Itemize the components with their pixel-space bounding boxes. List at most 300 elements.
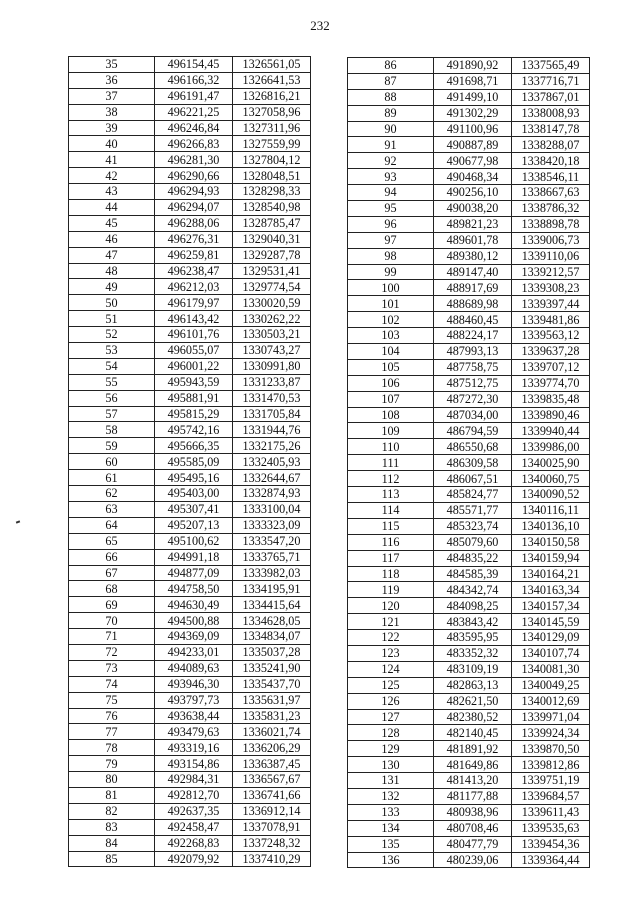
y-coordinate-cell: 1338898,78: [512, 216, 590, 232]
table-row: [69, 517, 311, 533]
point-number-cell: 93: [348, 169, 434, 185]
x-coordinate-cell: 496055,07: [155, 343, 233, 359]
x-coordinate-cell: 496276,31: [155, 231, 233, 247]
point-number-cell: 119: [348, 582, 434, 598]
point-number-cell: 86: [348, 58, 434, 74]
y-coordinate-cell: 1340164,21: [512, 566, 590, 582]
point-number-cell: 57: [69, 406, 155, 422]
y-coordinate-cell: 1332874,93: [233, 486, 311, 502]
table-row: [69, 470, 311, 486]
x-coordinate-cell: 480938,96: [434, 804, 512, 820]
y-coordinate-cell: 1340136,10: [512, 518, 590, 534]
point-number-cell: 89: [348, 105, 434, 121]
x-coordinate-cell: 496259,81: [155, 247, 233, 263]
y-coordinate-cell: 1333982,03: [233, 565, 311, 581]
x-coordinate-cell: 487993,13: [434, 344, 512, 360]
point-number-cell: 68: [69, 581, 155, 597]
y-coordinate-cell: 1326816,21: [233, 88, 311, 104]
y-coordinate-cell: 1334195,91: [233, 581, 311, 597]
table-row: [348, 185, 590, 201]
x-coordinate-cell: 496101,76: [155, 327, 233, 343]
point-number-cell: 88: [348, 89, 434, 105]
x-coordinate-cell: 495585,09: [155, 454, 233, 470]
table-row: [348, 73, 590, 89]
y-coordinate-cell: 1340025,90: [512, 455, 590, 471]
y-coordinate-cell: 1339454,36: [512, 836, 590, 852]
y-coordinate-cell: 1337716,71: [512, 73, 590, 89]
table-row: [69, 390, 311, 406]
x-coordinate-cell: 491890,92: [434, 58, 512, 74]
x-coordinate-cell: 496281,30: [155, 152, 233, 168]
table-row: [348, 566, 590, 582]
x-coordinate-cell: 489821,23: [434, 216, 512, 232]
x-coordinate-cell: 485824,77: [434, 487, 512, 503]
table-row: [69, 565, 311, 581]
table-row: [348, 630, 590, 646]
x-coordinate-cell: 490677,98: [434, 153, 512, 169]
table-row: [348, 407, 590, 423]
x-coordinate-cell: 495881,91: [155, 390, 233, 406]
y-coordinate-cell: 1329774,54: [233, 279, 311, 295]
table-row: [348, 344, 590, 360]
y-coordinate-cell: 1334834,07: [233, 629, 311, 645]
y-coordinate-cell: 1330991,80: [233, 358, 311, 374]
x-coordinate-cell: 493154,86: [155, 756, 233, 772]
x-coordinate-cell: 492812,70: [155, 787, 233, 803]
table-row: [348, 264, 590, 280]
y-coordinate-cell: 1331233,87: [233, 374, 311, 390]
point-number-cell: 117: [348, 550, 434, 566]
x-coordinate-cell: 495403,00: [155, 486, 233, 502]
table-row: [69, 72, 311, 88]
point-number-cell: 136: [348, 852, 434, 868]
x-coordinate-cell: 480477,79: [434, 836, 512, 852]
table-row: [348, 471, 590, 487]
x-coordinate-cell: 488689,98: [434, 296, 512, 312]
table-row: [348, 550, 590, 566]
table-row: [348, 169, 590, 185]
table-row: [69, 120, 311, 136]
table-row: [348, 852, 590, 868]
y-coordinate-cell: 1338008,93: [512, 105, 590, 121]
y-coordinate-cell: 1336912,14: [233, 803, 311, 819]
table-row: [348, 439, 590, 455]
point-number-cell: 107: [348, 391, 434, 407]
y-coordinate-cell: 1340145,59: [512, 614, 590, 630]
x-coordinate-cell: 493479,63: [155, 724, 233, 740]
table-row: [69, 708, 311, 724]
y-coordinate-cell: 1340081,30: [512, 661, 590, 677]
table-row: [69, 756, 311, 772]
point-number-cell: 39: [69, 120, 155, 136]
point-number-cell: 116: [348, 534, 434, 550]
x-coordinate-cell: 490887,89: [434, 137, 512, 153]
table-row: [348, 58, 590, 74]
table-row: [348, 677, 590, 693]
table-row: [69, 406, 311, 422]
x-coordinate-cell: 484342,74: [434, 582, 512, 598]
x-coordinate-cell: 481413,20: [434, 773, 512, 789]
point-number-cell: 38: [69, 104, 155, 120]
table-row: [348, 89, 590, 105]
y-coordinate-cell: 1333323,09: [233, 517, 311, 533]
point-number-cell: 47: [69, 247, 155, 263]
y-coordinate-cell: 1334628,05: [233, 613, 311, 629]
x-coordinate-cell: 481891,92: [434, 741, 512, 757]
y-coordinate-cell: 1335831,23: [233, 708, 311, 724]
point-number-cell: 52: [69, 327, 155, 343]
y-coordinate-cell: 1335437,70: [233, 676, 311, 692]
x-coordinate-cell: 490468,34: [434, 169, 512, 185]
table-row: [69, 295, 311, 311]
y-coordinate-cell: 1340107,74: [512, 645, 590, 661]
point-number-cell: 80: [69, 772, 155, 788]
x-coordinate-cell: 496166,32: [155, 72, 233, 88]
y-coordinate-cell: 1338288,07: [512, 137, 590, 153]
x-coordinate-cell: 487034,00: [434, 407, 512, 423]
point-number-cell: 46: [69, 231, 155, 247]
point-number-cell: 133: [348, 804, 434, 820]
point-number-cell: 91: [348, 137, 434, 153]
point-number-cell: 62: [69, 486, 155, 502]
table-row: [348, 248, 590, 264]
x-coordinate-cell: 486309,58: [434, 455, 512, 471]
x-coordinate-cell: 494991,18: [155, 549, 233, 565]
table-row: [348, 328, 590, 344]
point-number-cell: 135: [348, 836, 434, 852]
table-row: [348, 296, 590, 312]
table-row: [348, 455, 590, 471]
x-coordinate-cell: 485323,74: [434, 518, 512, 534]
point-number-cell: 75: [69, 692, 155, 708]
x-coordinate-cell: 491302,29: [434, 105, 512, 121]
table-row: [69, 613, 311, 629]
y-coordinate-cell: 1328048,51: [233, 168, 311, 184]
point-number-cell: 122: [348, 630, 434, 646]
y-coordinate-cell: 1328540,98: [233, 200, 311, 216]
point-number-cell: 69: [69, 597, 155, 613]
y-coordinate-cell: 1329287,78: [233, 247, 311, 263]
x-coordinate-cell: 491499,10: [434, 89, 512, 105]
point-number-cell: 77: [69, 724, 155, 740]
table-row: [348, 375, 590, 391]
y-coordinate-cell: 1339481,86: [512, 312, 590, 328]
y-coordinate-cell: 1335241,90: [233, 660, 311, 676]
table-row: [348, 137, 590, 153]
point-number-cell: 98: [348, 248, 434, 264]
y-coordinate-cell: 1336021,74: [233, 724, 311, 740]
x-coordinate-cell: 482621,50: [434, 693, 512, 709]
table-row: [69, 88, 311, 104]
x-coordinate-cell: 486067,51: [434, 471, 512, 487]
x-coordinate-cell: 496143,42: [155, 311, 233, 327]
x-coordinate-cell: 491698,71: [434, 73, 512, 89]
table-row: [69, 152, 311, 168]
y-coordinate-cell: 1339812,86: [512, 757, 590, 773]
x-coordinate-cell: 494500,88: [155, 613, 233, 629]
y-coordinate-cell: 1327559,99: [233, 136, 311, 152]
point-number-cell: 125: [348, 677, 434, 693]
point-number-cell: 36: [69, 72, 155, 88]
table-row: [348, 534, 590, 550]
table-row: [69, 660, 311, 676]
x-coordinate-cell: 496179,97: [155, 295, 233, 311]
y-coordinate-cell: 1338667,63: [512, 185, 590, 201]
table-row: [69, 279, 311, 295]
point-number-cell: 127: [348, 709, 434, 725]
table-row: [348, 518, 590, 534]
table-row: [348, 153, 590, 169]
y-coordinate-cell: 1333765,71: [233, 549, 311, 565]
x-coordinate-cell: 493319,16: [155, 740, 233, 756]
table-row: [348, 280, 590, 296]
point-number-cell: 100: [348, 280, 434, 296]
y-coordinate-cell: 1336387,45: [233, 756, 311, 772]
table-row: [69, 533, 311, 549]
table-row: [348, 773, 590, 789]
y-coordinate-cell: 1334415,64: [233, 597, 311, 613]
table-row: [348, 216, 590, 232]
point-number-cell: 121: [348, 614, 434, 630]
point-number-cell: 111: [348, 455, 434, 471]
point-number-cell: 103: [348, 328, 434, 344]
point-number-cell: 94: [348, 185, 434, 201]
point-number-cell: 83: [69, 819, 155, 835]
point-number-cell: 35: [69, 57, 155, 73]
point-number-cell: 115: [348, 518, 434, 534]
y-coordinate-cell: 1339924,34: [512, 725, 590, 741]
point-number-cell: 44: [69, 200, 155, 216]
table-row: [69, 184, 311, 200]
y-coordinate-cell: 1339611,43: [512, 804, 590, 820]
y-coordinate-cell: 1339751,19: [512, 773, 590, 789]
x-coordinate-cell: 496294,93: [155, 184, 233, 200]
table-row: [69, 644, 311, 660]
x-coordinate-cell: 489601,78: [434, 232, 512, 248]
point-number-cell: 126: [348, 693, 434, 709]
point-number-cell: 104: [348, 344, 434, 360]
y-coordinate-cell: 1340012,69: [512, 693, 590, 709]
point-number-cell: 74: [69, 676, 155, 692]
point-number-cell: 82: [69, 803, 155, 819]
x-coordinate-cell: 495495,16: [155, 470, 233, 486]
x-coordinate-cell: 495943,59: [155, 374, 233, 390]
point-number-cell: 76: [69, 708, 155, 724]
x-coordinate-cell: 492268,83: [155, 835, 233, 851]
table-row: [348, 645, 590, 661]
point-number-cell: 113: [348, 487, 434, 503]
y-coordinate-cell: 1339637,28: [512, 344, 590, 360]
y-coordinate-cell: 1339684,57: [512, 788, 590, 804]
y-coordinate-cell: 1333100,04: [233, 501, 311, 517]
table-row: [69, 422, 311, 438]
x-coordinate-cell: 481177,88: [434, 788, 512, 804]
table-row: [69, 819, 311, 835]
x-coordinate-cell: 488460,45: [434, 312, 512, 328]
x-coordinate-cell: 487272,30: [434, 391, 512, 407]
x-coordinate-cell: 486794,59: [434, 423, 512, 439]
y-coordinate-cell: 1332405,93: [233, 454, 311, 470]
point-number-cell: 60: [69, 454, 155, 470]
x-coordinate-cell: 496266,83: [155, 136, 233, 152]
table-row: [69, 263, 311, 279]
x-coordinate-cell: 488917,69: [434, 280, 512, 296]
x-coordinate-cell: 496290,66: [155, 168, 233, 184]
point-number-cell: 129: [348, 741, 434, 757]
table-row: [69, 803, 311, 819]
y-coordinate-cell: 1337867,01: [512, 89, 590, 105]
y-coordinate-cell: 1338420,18: [512, 153, 590, 169]
point-number-cell: 71: [69, 629, 155, 645]
x-coordinate-cell: 484098,25: [434, 598, 512, 614]
point-number-cell: 43: [69, 184, 155, 200]
y-coordinate-cell: 1336741,66: [233, 787, 311, 803]
point-number-cell: 105: [348, 359, 434, 375]
point-number-cell: 37: [69, 88, 155, 104]
x-coordinate-cell: 492458,47: [155, 819, 233, 835]
x-coordinate-cell: 496001,22: [155, 358, 233, 374]
x-coordinate-cell: 493797,73: [155, 692, 233, 708]
table-row: [69, 168, 311, 184]
y-coordinate-cell: 1339308,23: [512, 280, 590, 296]
y-coordinate-cell: 1337248,32: [233, 835, 311, 851]
y-coordinate-cell: 1338147,78: [512, 121, 590, 137]
x-coordinate-cell: 484585,39: [434, 566, 512, 582]
point-number-cell: 55: [69, 374, 155, 390]
table-row: [348, 661, 590, 677]
table-row: [348, 693, 590, 709]
y-coordinate-cell: 1339364,44: [512, 852, 590, 868]
y-coordinate-cell: 1327311,96: [233, 120, 311, 136]
x-coordinate-cell: 494089,63: [155, 660, 233, 676]
x-coordinate-cell: 496212,03: [155, 279, 233, 295]
point-number-cell: 95: [348, 201, 434, 217]
table-row: [348, 820, 590, 836]
point-number-cell: 118: [348, 566, 434, 582]
point-number-cell: 124: [348, 661, 434, 677]
x-coordinate-cell: 480708,46: [434, 820, 512, 836]
y-coordinate-cell: 1339986,00: [512, 439, 590, 455]
table-row: [348, 105, 590, 121]
point-number-cell: 123: [348, 645, 434, 661]
y-coordinate-cell: 1340163,34: [512, 582, 590, 598]
y-coordinate-cell: 1330743,27: [233, 343, 311, 359]
table-row: [348, 804, 590, 820]
x-coordinate-cell: 487758,75: [434, 359, 512, 375]
table-row: [69, 787, 311, 803]
table-row: [69, 549, 311, 565]
y-coordinate-cell: 1328298,33: [233, 184, 311, 200]
point-number-cell: 87: [348, 73, 434, 89]
x-coordinate-cell: 490256,10: [434, 185, 512, 201]
y-coordinate-cell: 1339397,44: [512, 296, 590, 312]
point-number-cell: 128: [348, 725, 434, 741]
y-coordinate-cell: 1330503,21: [233, 327, 311, 343]
x-coordinate-cell: 489380,12: [434, 248, 512, 264]
point-number-cell: 131: [348, 773, 434, 789]
table-row: [69, 57, 311, 73]
x-coordinate-cell: 496294,07: [155, 200, 233, 216]
y-coordinate-cell: 1340090,52: [512, 487, 590, 503]
point-number-cell: 54: [69, 358, 155, 374]
table-row: [348, 201, 590, 217]
point-number-cell: 49: [69, 279, 155, 295]
x-coordinate-cell: 496154,45: [155, 57, 233, 73]
point-number-cell: 84: [69, 835, 155, 851]
x-coordinate-cell: 496191,47: [155, 88, 233, 104]
x-coordinate-cell: 494877,09: [155, 565, 233, 581]
point-number-cell: 120: [348, 598, 434, 614]
table-row: [69, 740, 311, 756]
y-coordinate-cell: 1328785,47: [233, 215, 311, 231]
table-row: [69, 215, 311, 231]
y-coordinate-cell: 1326561,05: [233, 57, 311, 73]
x-coordinate-cell: 482863,13: [434, 677, 512, 693]
y-coordinate-cell: 1339212,57: [512, 264, 590, 280]
y-coordinate-cell: 1340060,75: [512, 471, 590, 487]
table-row: [348, 487, 590, 503]
table-row: [69, 438, 311, 454]
table-row: [69, 231, 311, 247]
table-row: [348, 598, 590, 614]
x-coordinate-cell: 495307,41: [155, 501, 233, 517]
point-number-cell: 112: [348, 471, 434, 487]
point-number-cell: 132: [348, 788, 434, 804]
point-number-cell: 56: [69, 390, 155, 406]
point-number-cell: 85: [69, 851, 155, 867]
coordinates-table-left: [68, 56, 311, 867]
point-number-cell: 134: [348, 820, 434, 836]
y-coordinate-cell: 1335631,97: [233, 692, 311, 708]
x-coordinate-cell: 495742,16: [155, 422, 233, 438]
y-coordinate-cell: 1339870,50: [512, 741, 590, 757]
table-row: [348, 614, 590, 630]
point-number-cell: 101: [348, 296, 434, 312]
point-number-cell: 67: [69, 565, 155, 581]
point-number-cell: 72: [69, 644, 155, 660]
table-row: [69, 343, 311, 359]
x-coordinate-cell: 491100,96: [434, 121, 512, 137]
y-coordinate-cell: 1336206,29: [233, 740, 311, 756]
x-coordinate-cell: 494758,50: [155, 581, 233, 597]
y-coordinate-cell: 1330020,59: [233, 295, 311, 311]
table-row: [69, 454, 311, 470]
point-number-cell: 90: [348, 121, 434, 137]
y-coordinate-cell: 1329040,31: [233, 231, 311, 247]
table-row: [69, 486, 311, 502]
y-coordinate-cell: 1340049,25: [512, 677, 590, 693]
point-number-cell: 70: [69, 613, 155, 629]
table-row: [348, 391, 590, 407]
y-coordinate-cell: 1331705,84: [233, 406, 311, 422]
point-number-cell: 41: [69, 152, 155, 168]
x-coordinate-cell: 492079,92: [155, 851, 233, 867]
y-coordinate-cell: 1339971,04: [512, 709, 590, 725]
point-number-cell: 40: [69, 136, 155, 152]
table-row: [348, 741, 590, 757]
table-row: [69, 327, 311, 343]
y-coordinate-cell: 1332175,26: [233, 438, 311, 454]
y-coordinate-cell: 1336567,67: [233, 772, 311, 788]
point-number-cell: 102: [348, 312, 434, 328]
y-coordinate-cell: 1337078,91: [233, 819, 311, 835]
point-number-cell: 130: [348, 757, 434, 773]
table-row: [348, 423, 590, 439]
y-coordinate-cell: 1340157,34: [512, 598, 590, 614]
table-row: [69, 200, 311, 216]
x-coordinate-cell: 495666,35: [155, 438, 233, 454]
x-coordinate-cell: 480239,06: [434, 852, 512, 868]
